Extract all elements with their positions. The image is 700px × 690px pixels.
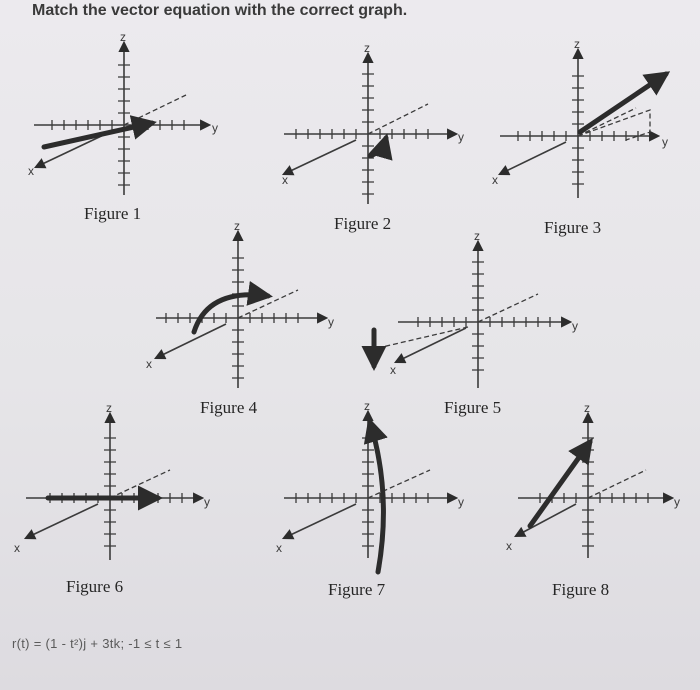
figure-5-label: Figure 5 xyxy=(444,398,502,417)
svg-text:y: y xyxy=(572,319,578,333)
figure-8-graph xyxy=(506,401,680,558)
figure-3-graph xyxy=(492,37,668,198)
figure-3-label: Figure 3 xyxy=(544,218,602,237)
svg-text:y: y xyxy=(204,495,210,509)
figure-6-label: Figure 6 xyxy=(66,577,124,596)
figure-1-graph xyxy=(28,30,218,195)
z-axis-label: z xyxy=(120,30,126,44)
svg-text:x: x xyxy=(282,173,288,187)
svg-text:x: x xyxy=(506,539,512,553)
svg-text:z: z xyxy=(574,37,580,51)
figure-6-graph xyxy=(14,401,210,560)
figure-7-label: Figure 7 xyxy=(328,580,386,599)
svg-text:y: y xyxy=(458,130,464,144)
y-axis-label: y xyxy=(212,121,218,135)
figure-2-graph xyxy=(282,41,464,204)
svg-text:z: z xyxy=(364,41,370,55)
svg-text:x: x xyxy=(14,541,20,555)
svg-text:x: x xyxy=(492,173,498,187)
question-heading: Match the vector equation with the correct graph. xyxy=(32,2,408,19)
figure-2-label: Figure 2 xyxy=(334,214,392,233)
figure-4-label: Figure 4 xyxy=(200,398,258,417)
svg-text:z: z xyxy=(106,401,112,415)
svg-text:z: z xyxy=(584,401,590,415)
svg-text:y: y xyxy=(328,315,334,329)
svg-text:y: y xyxy=(674,495,680,509)
figure-4-graph xyxy=(146,219,334,388)
svg-text:y: y xyxy=(662,135,668,149)
vector-equation: r(t) = (1 - t²)j + 3tk; -1 ≤ t ≤ 1 xyxy=(12,636,183,651)
x-axis-label: x xyxy=(28,164,34,178)
svg-text:x: x xyxy=(276,541,282,555)
svg-text:y: y xyxy=(458,495,464,509)
svg-text:z: z xyxy=(234,219,240,233)
figure-1-label: Figure 1 xyxy=(84,204,142,223)
figure-5-graph xyxy=(374,229,578,388)
svg-text:z: z xyxy=(474,229,480,243)
figure-7-graph xyxy=(276,399,464,572)
figure-8-label: Figure 8 xyxy=(552,580,610,599)
svg-text:z: z xyxy=(364,399,370,413)
svg-text:x: x xyxy=(390,363,396,377)
svg-text:x: x xyxy=(146,357,152,371)
